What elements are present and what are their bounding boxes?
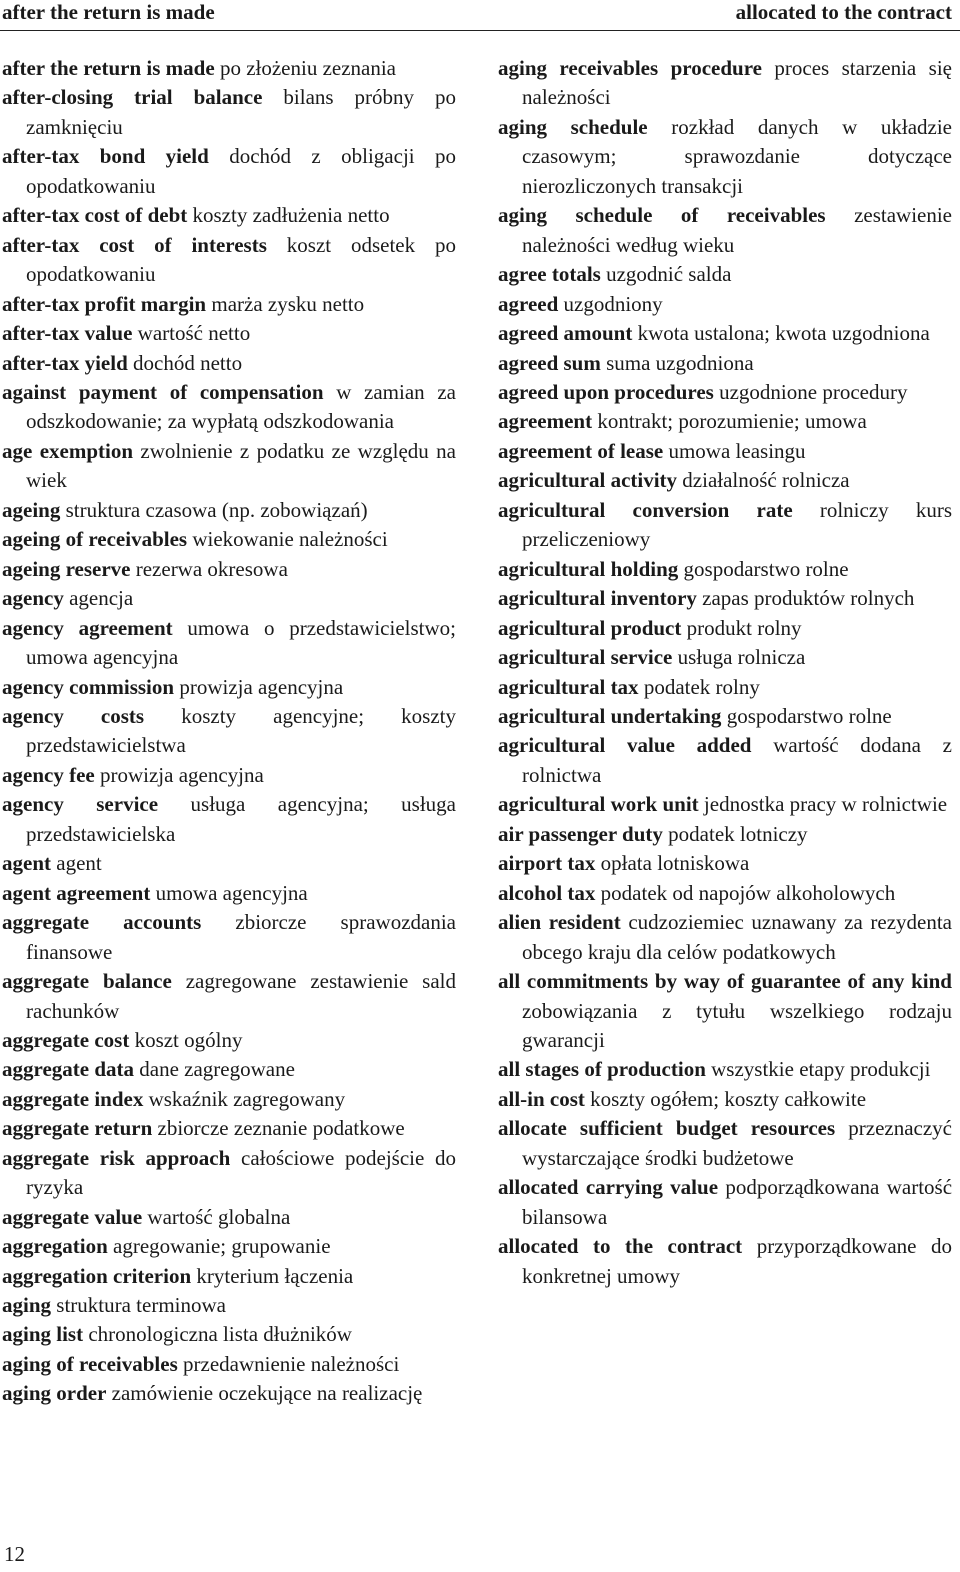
entry-definition: koszt ogólny <box>134 1027 243 1052</box>
entry-term: agreement <box>498 409 593 434</box>
dictionary-entry <box>498 1114 952 1173</box>
entry-term: agricultural undertaking <box>498 703 722 728</box>
dictionary-entry <box>2 849 456 878</box>
entry-term: aging schedule of receivables <box>498 203 826 228</box>
entry-definition: cudzoziemiec uznawany za rezydenta obcego kraju dla celów podatkowych <box>522 910 953 964</box>
entry-definition: suma uzgodniona <box>606 350 754 375</box>
entry-definition: przeznaczyć wystarczające środki budżetowe <box>522 1116 952 1170</box>
dictionary-entry <box>2 1350 456 1379</box>
entry-term: alcohol tax <box>498 880 596 905</box>
entry-definition: struktura czasowa (np. zobowiązań) <box>65 497 368 522</box>
dictionary-entry <box>2 1379 456 1408</box>
entry-definition: podatek lotniczy <box>668 821 808 846</box>
entry-definition: podatek od napojów alkoholowych <box>600 880 896 905</box>
entry-definition: kryterium łączenia <box>196 1263 354 1288</box>
entry-definition: podatek rolny <box>643 674 760 699</box>
entry-term: ageing <box>2 497 61 522</box>
entry-definition: wiekowanie należności <box>192 527 388 552</box>
entry-definition: jednostka pracy w rolnictwie <box>703 792 948 817</box>
dictionary-entry <box>498 1055 952 1084</box>
entry-term: agricultural holding <box>498 556 679 581</box>
dictionary-entry <box>498 1232 952 1291</box>
dictionary-entry <box>2 201 456 230</box>
dictionary-entry <box>2 496 456 525</box>
entry-definition: prowizja agencyjna <box>99 762 264 787</box>
entry-term: aggregate risk approach <box>2 1145 231 1170</box>
dictionary-entry <box>2 614 456 673</box>
dictionary-entry <box>498 820 952 849</box>
entry-term: agent agreement <box>2 880 151 905</box>
running-head-first-entry: after the return is made <box>2 0 215 24</box>
entry-term: aggregate return <box>2 1116 153 1141</box>
dictionary-entry <box>2 908 456 967</box>
dictionary-entry <box>498 378 952 407</box>
dictionary-entry <box>498 555 952 584</box>
entry-term: agreed amount <box>498 321 633 346</box>
entry-definition: zwolnienie z podatku ze względu na wiek <box>26 438 456 493</box>
entry-term: agency agreement <box>2 615 173 640</box>
dictionary-entry <box>2 83 456 142</box>
dictionary-entry <box>2 1085 456 1114</box>
entry-definition: usługa agencyjna; usługa przedstawicielska <box>26 792 457 846</box>
entry-term: all commitments by way of guarantee of any kind <box>498 969 952 994</box>
left-column <box>2 54 456 1409</box>
entry-term: after-tax cost of debt <box>2 203 188 228</box>
entry-definition: uzgodnić salda <box>606 262 732 287</box>
entry-definition: po złożeniu zeznania <box>219 56 397 80</box>
dictionary-entry <box>2 290 456 319</box>
entry-term: allocated carrying value <box>498 1175 719 1200</box>
dictionary-entry <box>498 614 952 643</box>
dictionary-entry <box>2 702 456 761</box>
entry-definition: koszty agencyjne; koszty przedstawicielstwa <box>26 703 457 758</box>
entry-term: after-tax yield <box>2 350 128 375</box>
page-number: 12 <box>4 1542 25 1566</box>
entry-term: agency costs <box>2 703 145 728</box>
entry-definition: rezerwa okresowa <box>135 556 288 581</box>
dictionary-entry <box>2 1026 456 1055</box>
entry-term: agency service <box>2 792 159 817</box>
entry-definition: wszystkie etapy produkcji <box>711 1057 931 1082</box>
entry-definition: dane zagregowane <box>139 1057 295 1082</box>
entry-term: against payment of compensation <box>2 379 324 404</box>
entry-term: aging schedule <box>498 114 648 139</box>
entry-term: agricultural conversion rate <box>498 497 793 522</box>
entry-definition: zobowiązania z tytułu wszelkiego rodzaju gwarancji <box>522 998 952 1052</box>
dictionary-entry <box>2 1291 456 1320</box>
dictionary-entry <box>2 349 456 378</box>
dictionary-entry <box>498 113 952 201</box>
entry-definition: gospodarstwo rolne <box>726 703 892 728</box>
dictionary-entry <box>498 466 952 495</box>
running-head <box>2 0 952 28</box>
entry-definition: wskaźnik zagregowany <box>148 1086 346 1111</box>
dictionary-entry <box>2 761 456 790</box>
entry-definition: koszt odsetek po opodatkowaniu <box>26 232 456 287</box>
dictionary-entry <box>2 378 456 437</box>
dictionary-entry <box>2 525 456 554</box>
entry-definition: działalność rolnicza <box>682 468 850 493</box>
entry-definition: bilans próbny po zamknięciu <box>26 85 456 139</box>
entry-definition: struktura terminowa <box>56 1293 226 1318</box>
entry-term: agricultural work unit <box>498 792 699 817</box>
dictionary-entry <box>2 142 456 201</box>
dictionary-entry <box>498 967 952 1055</box>
dictionary-entry <box>498 1173 952 1232</box>
entry-term: after-tax profit margin <box>2 291 207 316</box>
dictionary-entry <box>498 1085 952 1114</box>
entry-term: age exemption <box>2 438 134 463</box>
dictionary-entry <box>498 790 952 819</box>
entry-term: agreed <box>498 291 559 316</box>
dictionary-entry <box>2 1232 456 1261</box>
entry-definition: wartość globalna <box>147 1204 291 1229</box>
entry-term: aging order <box>2 1381 107 1406</box>
entry-definition: zbiorcze sprawozdania finansowe <box>26 910 456 964</box>
entry-term: alien resident <box>498 910 621 935</box>
dictionary-entry <box>498 201 952 260</box>
entry-term: agricultural value added <box>498 733 752 758</box>
entry-term: air passenger duty <box>498 821 663 846</box>
entry-term: aggregate value <box>2 1204 143 1229</box>
dictionary-entry <box>498 290 952 319</box>
entry-term: allocated to the contract <box>498 1234 743 1259</box>
dictionary-entry <box>498 584 952 613</box>
entry-definition: zbiorcze zeznanie podatkowe <box>157 1116 405 1141</box>
entry-definition: marża zysku netto <box>211 291 365 316</box>
dictionary-entry <box>498 643 952 672</box>
entry-term: aging of receivables <box>2 1351 178 1376</box>
entry-term: agricultural service <box>498 645 673 670</box>
entry-definition: opłata lotniskowa <box>600 851 750 876</box>
entry-term: agreement of lease <box>498 438 664 463</box>
entry-term: aggregate balance <box>2 969 172 994</box>
entry-term: allocate sufficient budget resources <box>498 1116 836 1141</box>
entry-definition: dochód z obligacji po opodatkowaniu <box>26 144 457 198</box>
entry-definition: kontrakt; porozumienie; umowa <box>597 409 867 434</box>
dictionary-entry <box>2 1320 456 1349</box>
dictionary-entry <box>2 319 456 348</box>
entry-term: after-tax cost of interests <box>2 232 267 257</box>
entry-definition: w zamian za odszkodowanie; za wypłatą odszkodowania <box>26 379 456 434</box>
entry-definition: uzgodniony <box>563 291 663 316</box>
entry-term: ageing of receivables <box>2 527 188 552</box>
dictionary-entry <box>498 879 952 908</box>
entry-definition: umowa agencyjna <box>155 880 308 905</box>
entry-term: agency fee <box>2 762 95 787</box>
entry-definition: agencja <box>69 586 134 611</box>
dictionary-entry <box>498 407 952 436</box>
entry-definition: usługa rolnicza <box>677 645 806 670</box>
entry-definition: gospodarstwo rolne <box>683 556 849 581</box>
dictionary-entry <box>2 231 456 290</box>
entry-term: all-in cost <box>498 1086 585 1111</box>
entry-term: agricultural activity <box>498 468 678 493</box>
entry-definition: przedawnienie należności <box>183 1351 400 1376</box>
dictionary-entry <box>498 908 952 967</box>
entry-term: after-tax value <box>2 321 133 346</box>
dictionary-entry <box>2 437 456 496</box>
dictionary-entry <box>2 673 456 702</box>
entry-definition: koszty ogółem; koszty całkowite <box>590 1086 867 1111</box>
dictionary-entry <box>498 702 952 731</box>
dictionary-entry <box>2 54 456 83</box>
entry-definition: rolniczy kurs przeliczeniowy <box>522 497 952 552</box>
entry-definition: rozkład danych w układzie czasowym; sprawozdanie dotyczące nierozliczonych transakcji <box>522 114 952 198</box>
entry-term: agent <box>2 851 51 876</box>
entry-term: agency <box>2 586 64 611</box>
entry-definition: produkt rolny <box>686 615 802 640</box>
entry-term: aging <box>2 1293 52 1318</box>
right-column <box>498 54 952 1291</box>
entry-term: agricultural product <box>498 615 682 640</box>
entry-definition: całościowe podejście do ryzyka <box>26 1145 456 1200</box>
entry-term: aggregate data <box>2 1057 134 1082</box>
dictionary-entry <box>498 437 952 466</box>
entry-term: aggregation <box>2 1234 108 1259</box>
entry-definition: chronologiczna lista dłużników <box>88 1322 352 1347</box>
dictionary-entry <box>498 260 952 289</box>
entry-term: agricultural inventory <box>498 586 697 611</box>
entry-definition: zamówienie oczekujące na realizację <box>111 1381 423 1406</box>
entry-definition: koszty zadłużenia netto <box>192 203 390 228</box>
dictionary-entry <box>498 673 952 702</box>
dictionary-entry <box>498 496 952 555</box>
dictionary-entry <box>2 879 456 908</box>
entry-term: aging list <box>2 1322 84 1347</box>
entry-definition: zapas produktów rolnych <box>702 586 915 611</box>
entry-term: aging receivables procedure <box>498 56 762 80</box>
entry-term: aggregate index <box>2 1086 144 1111</box>
dictionary-entry <box>2 1262 456 1291</box>
entry-term: aggregate cost <box>2 1027 130 1052</box>
dictionary-entry <box>2 1144 456 1203</box>
dictionary-entry <box>2 584 456 613</box>
entry-term: agreed sum <box>498 350 601 375</box>
entry-definition: dochód netto <box>133 350 243 375</box>
dictionary-entry <box>498 319 952 348</box>
header-rule <box>0 30 960 31</box>
entry-definition: agregowanie; grupowanie <box>113 1234 331 1259</box>
dictionary-entry <box>2 1203 456 1232</box>
entry-term: aggregate accounts <box>2 910 202 935</box>
dictionary-entry <box>2 555 456 584</box>
entry-term: agreed upon procedures <box>498 379 714 404</box>
entry-definition: prowizja agencyjna <box>179 674 344 699</box>
dictionary-entry <box>2 967 456 1026</box>
entry-definition: zestawienie należności według wieku <box>522 203 953 257</box>
entry-term: ageing reserve <box>2 556 131 581</box>
entry-term: agency commission <box>2 674 175 699</box>
dictionary-entry <box>2 1114 456 1143</box>
entry-term: agree totals <box>498 262 601 287</box>
dictionary-entry <box>498 54 952 113</box>
dictionary-entry <box>498 849 952 878</box>
entry-definition: agent <box>56 851 102 876</box>
entry-definition: wartość dodana z rolnictwa <box>522 733 953 787</box>
dictionary-entry <box>498 349 952 378</box>
entry-definition: umowa leasingu <box>668 438 806 463</box>
dictionary-entry <box>2 790 456 849</box>
entry-term: aggregation criterion <box>2 1263 192 1288</box>
entry-term: after-tax bond yield <box>2 144 209 169</box>
entry-definition: proces starzenia się należności <box>522 56 952 110</box>
entry-term: after the return is made <box>2 56 215 80</box>
entry-definition: umowa o przedstawicielstwo; umowa agencyjna <box>26 615 456 670</box>
entry-term: agricultural tax <box>498 674 639 699</box>
entry-definition: zagregowane zestawienie sald rachunków <box>26 969 456 1023</box>
entry-definition: uzgodnione procedury <box>719 379 908 404</box>
entry-term: all stages of production <box>498 1057 706 1082</box>
running-head-last-entry: allocated to the contract <box>735 0 952 24</box>
entry-definition: kwota ustalona; kwota uzgodniona <box>637 321 930 346</box>
dictionary-entry <box>2 1055 456 1084</box>
entry-definition: wartość netto <box>137 321 251 346</box>
entry-definition: podporządkowana wartość bilansowa <box>522 1175 953 1229</box>
entry-definition: przyporządkowane do konkretnej umowy <box>522 1234 952 1288</box>
entry-term: airport tax <box>498 851 596 876</box>
entry-term: after-closing trial balance <box>2 85 263 110</box>
dictionary-entry <box>498 731 952 790</box>
